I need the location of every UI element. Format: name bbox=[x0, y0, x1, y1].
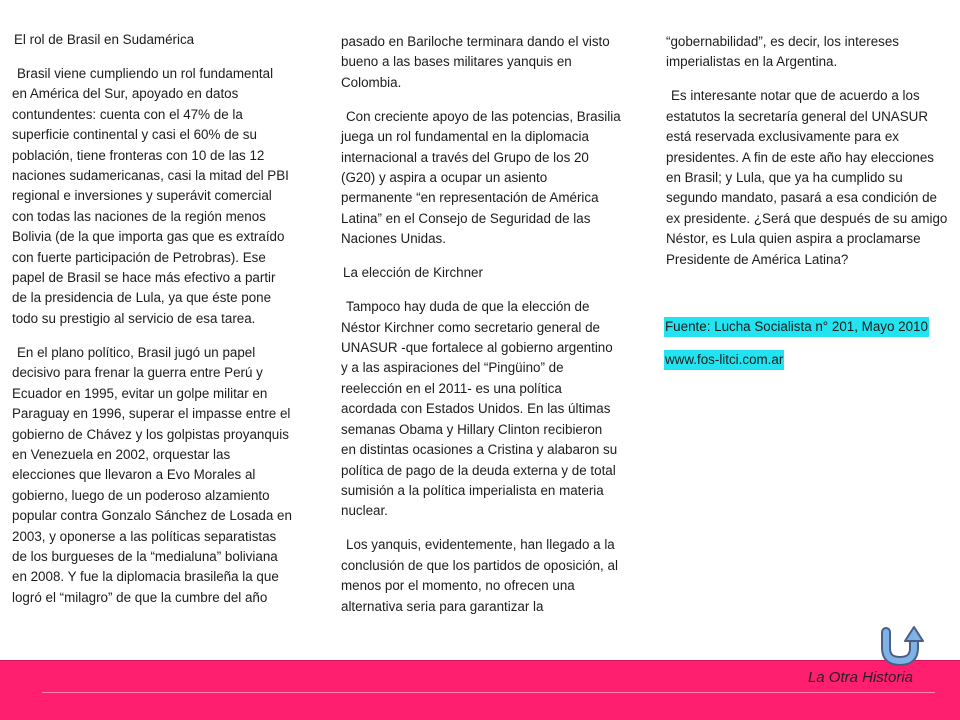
text-line: juega un rol fundamental en la diplomacia bbox=[341, 129, 589, 145]
text-line: estatutos la secretaría general del UNASUR bbox=[666, 108, 928, 124]
text-line: nuclear. bbox=[341, 503, 388, 519]
text-line: El rol de Brasil en Sudamérica bbox=[14, 32, 195, 47]
paragraph bbox=[341, 297, 651, 521]
text-line: 2003, y oponerse a las políticas separatistas bbox=[12, 528, 277, 544]
paragraph bbox=[341, 107, 651, 250]
text-line: papel de Brasil se hace más efectivo a partir bbox=[12, 270, 276, 286]
text-line: política de pago de la deuda externa y de total bbox=[341, 462, 616, 478]
text-line: en Brasil; y Lula, que ya ha cumplido su bbox=[666, 170, 903, 186]
text-line: permanente “en representación de América bbox=[341, 190, 599, 206]
text-line: Ecuador en 1995, evitar un golpe militar en bbox=[12, 385, 268, 401]
text-line: Tampoco hay duda de que la elección de bbox=[346, 299, 590, 315]
column-3 bbox=[666, 32, 956, 383]
text-line: en Venezuela en 2002, orquestar las bbox=[12, 446, 231, 462]
text-line: Néstor, es Lula quien aspira a proclamarse bbox=[666, 231, 921, 247]
text-line: gobierno de Chávez y los golpistas proyanquis bbox=[12, 426, 289, 442]
text-line: con todas las naciones de la región menos bbox=[12, 208, 266, 224]
text-line: Presidente de América Latina? bbox=[666, 251, 849, 267]
text-line: Naciones Unidas. bbox=[341, 231, 446, 247]
text-line: y a las aspiraciones del “Pingüino” de bbox=[341, 360, 564, 376]
text-line: ex presidente. ¿Será que después de su amigo bbox=[666, 210, 948, 226]
text-line: (G20) y aspira a ocupar un asiento bbox=[341, 170, 548, 186]
return-arrow-icon bbox=[876, 624, 928, 666]
back-button[interactable] bbox=[876, 624, 928, 666]
text-line: Paraguay en 1996, superar el impasse entre el bbox=[12, 406, 291, 422]
paragraph bbox=[341, 32, 651, 93]
text-line: reelección en el 2011- es una política bbox=[341, 380, 562, 396]
text-line: superficie continental y casi el 60% de su bbox=[12, 127, 257, 143]
footer-bar bbox=[0, 660, 960, 720]
text-line: popular contra Gonzalo Sánchez de Losada en bbox=[12, 508, 292, 524]
source-website-text: www.fos-litci.com.ar bbox=[664, 350, 784, 370]
text-line: Bolivia (de la que importa gas que es extraído bbox=[12, 229, 285, 245]
source-citation-text: Fuente: Lucha Socialista n° 201, Mayo 2010 bbox=[664, 317, 929, 337]
section-heading bbox=[341, 263, 651, 283]
text-line: con fuerte participación de Petrobras). Ese bbox=[12, 249, 266, 265]
text-line: de los burgueses de la “medialuna” boliviana bbox=[12, 548, 278, 564]
text-line: Latina” en el Consejo de Seguridad de las bbox=[341, 210, 591, 226]
text-line: regional e inversiones y superávit comercial bbox=[12, 188, 272, 204]
text-line: internacional a través del Grupo de los 20 bbox=[341, 149, 589, 165]
paragraph bbox=[666, 86, 956, 270]
column-1 bbox=[12, 30, 322, 622]
text-line: decisivo para frenar la guerra entre Perú y bbox=[12, 365, 263, 381]
text-line: conclusión de que los partidos de oposición, al bbox=[341, 557, 618, 573]
paragraph bbox=[12, 343, 322, 608]
text-line: pasado en Bariloche terminara dando el visto bbox=[341, 34, 610, 49]
text-line: semanas Obama y Hillary Clinton recibieron bbox=[341, 421, 603, 437]
text-line: menos por el momento, no ofrecen una bbox=[341, 578, 575, 594]
paragraph bbox=[341, 535, 651, 617]
text-line: En el plano político, Brasil jugó un papel bbox=[17, 344, 256, 360]
footer-divider bbox=[42, 692, 935, 693]
text-line: Es interesante notar que de acuerdo a los bbox=[671, 88, 920, 104]
text-line: contundentes: cuenta con el 47% de la bbox=[12, 106, 243, 122]
text-line: Los yanquis, evidentemente, han llegado a la bbox=[346, 537, 615, 553]
text-line: en América del Sur, apoyado en datos bbox=[12, 86, 239, 102]
text-line: “gobernabilidad”, es decir, los intereses bbox=[666, 34, 899, 49]
text-line: La elección de Kirchner bbox=[343, 265, 483, 281]
text-line: Con creciente apoyo de las potencias, Brasilia bbox=[346, 108, 621, 124]
text-line: población, tiene fronteras con 10 de las 12 bbox=[12, 147, 265, 163]
text-line: acordada con Estados Unidos. En las últimas bbox=[341, 401, 611, 417]
text-line: está reservada exclusivamente para ex bbox=[666, 129, 899, 145]
text-line: alternativa seria para garantizar la bbox=[341, 598, 544, 614]
text-line: logró el “milagro” de que la cumbre del año bbox=[12, 589, 268, 605]
text-line: imperialistas en la Argentina. bbox=[666, 54, 838, 70]
text-line: bueno a las bases militares yanquis en bbox=[341, 54, 572, 70]
paragraph bbox=[666, 32, 956, 73]
text-line: de la presidencia de Lula, ya que éste pone bbox=[12, 290, 272, 306]
text-line: sumisión a la política imperialista en materia bbox=[341, 482, 604, 498]
footer-title: La Otra Historia bbox=[807, 669, 913, 686]
text-line: Néstor Kirchner como secretario general de bbox=[341, 319, 601, 335]
text-line: naciones sudamericanas, casi la mitad del PBI bbox=[12, 168, 289, 184]
source-citation bbox=[666, 317, 956, 337]
section-heading bbox=[12, 30, 322, 50]
text-line: gobierno, luego de un poderoso alzamiento bbox=[12, 487, 270, 503]
column-2 bbox=[341, 32, 651, 631]
text-line: segundo mandato, pasará a esa condición de bbox=[666, 190, 937, 206]
text-line: todo su prestigio al servicio de esa tarea. bbox=[12, 310, 256, 326]
text-line: presidentes. A fin de este año hay elecciones bbox=[666, 149, 934, 165]
text-line: en distintas ocasiones a Cristina y alabaron su bbox=[341, 442, 618, 458]
source-website bbox=[666, 350, 956, 370]
text-line: Brasil viene cumpliendo un rol fundamental bbox=[17, 66, 274, 81]
text-line: en 2008. Y fue la diplomacia brasileña la que bbox=[12, 569, 279, 585]
text-line: Colombia. bbox=[341, 74, 402, 90]
text-line: elecciones que llevaron a Evo Morales al bbox=[12, 467, 256, 483]
text-line: UNASUR -que fortalece al gobierno argentino bbox=[341, 340, 613, 356]
paragraph bbox=[12, 64, 322, 329]
